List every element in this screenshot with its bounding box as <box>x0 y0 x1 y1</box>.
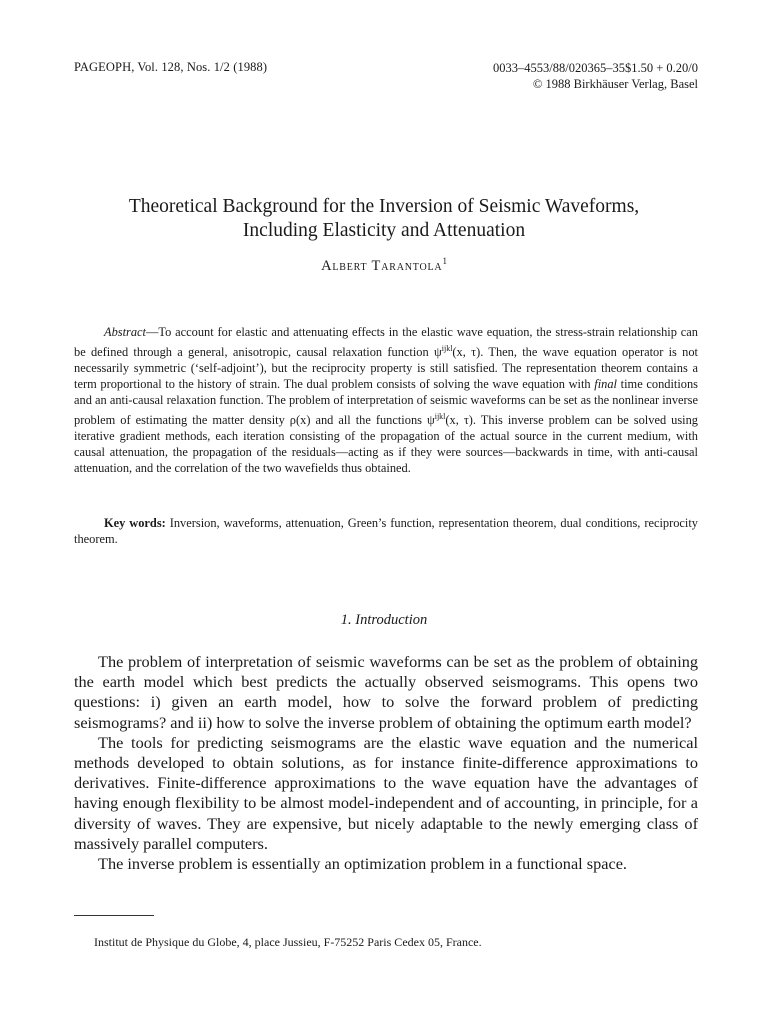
abstract-label: Abstract <box>104 325 146 339</box>
keywords-paragraph <box>74 516 698 548</box>
abstract-superscript-1: ijkl <box>441 343 453 353</box>
abstract-italic-final: final <box>594 376 617 391</box>
keywords <box>74 516 698 548</box>
author-name: Albert Tarantola <box>321 257 443 274</box>
running-header-journal: PAGEOPH, Vol. 128, Nos. 1/2 (1988) <box>74 60 268 74</box>
abstract-superscript-2: ijkl <box>434 411 446 421</box>
running-header-code <box>493 60 698 92</box>
abstract-text-2: (x, τ). Then, the wave equation operator is not necessarily symmetric (‘self-adjoint’), but the reciprocity property is still satisfied. The representation theorem contains a term proportional to the history of strain. The dual problem consists of solving the wave equation with <box>74 345 699 391</box>
author-line <box>60 256 708 275</box>
body-paragraph-2: The tools for predicting seismograms are the elastic wave equation and the numerical methods developed to obtain solutions, as for instance finite-difference approximations to derivatives. Finite-difference approximations to the wave equation have the advantages of having enough flexibility to be almost model-independent and of accounting, in principle, for a diversity of waves. They are expensive, but nicely adaptable to the newly emerging class of massively parallel computers. <box>74 732 698 853</box>
abstract-text-1: —To account for elastic and attenuating effects in the elastic wave equation, the stress-strain relationship can be defined through a general, anisotropic, causal relaxation function ψ <box>74 325 698 360</box>
paper-title <box>60 195 708 243</box>
body-paragraph-1: The problem of interpretation of seismic waveforms can be set as the problem of obtaining the earth model which best predicts the actually observed seismograms. This opens two questions: i) given an earth model, how to solve the forward problem of predicting seismograms? and ii) how to solve the inverse problem of obtaining the optimum earth model? <box>74 652 698 732</box>
section-heading: 1. Introduction <box>340 612 428 628</box>
article-code: 0033–4553/88/020365–35$1.50 + 0.20/0 <box>493 61 698 75</box>
body-paragraph-3: The inverse problem is essentially an optimization problem in a functional space. <box>98 854 627 874</box>
author-footnote-mark: 1 <box>442 256 447 266</box>
footnote-rule <box>74 915 154 916</box>
copyright-line: © 1988 Birkhäuser Verlag, Basel <box>532 77 698 91</box>
keywords-label: Key words: <box>104 516 166 530</box>
title-line-1: Theoretical Background for the Inversion of Seismic Waveforms, <box>128 196 640 217</box>
footnote-affiliation: Institut de Physique du Globe, 4, place Jussieu, F-75252 Paris Cedex 05, France. <box>94 935 482 949</box>
keywords-text: Inversion, waveforms, attenuation, Green’s function, representation theorem, dual conditions, reciprocity theorem. <box>74 516 699 546</box>
abstract <box>74 325 698 476</box>
abstract-paragraph <box>74 325 698 476</box>
title-line-2: Including Elasticity and Attenuation <box>242 220 526 241</box>
abstract-text-3: time conditions and an anti-causal relaxation function. The problem of interpretation of seismic waveforms can be set as the nonlinear inverse problem of estimating the matter density ρ(x) and all the functions ψ <box>74 376 698 427</box>
body-text <box>74 652 698 874</box>
abstract-text-4: (x, τ). This inverse problem can be solved using iterative gradient methods, each iteration consisting of the propagation of the actual source in the current medium, with causal attenuation, the propagation of the residuals—acting as if they were sources—backwards in time, with anti-causal attenuation, and the correlation of the two wavefields thus obtained. <box>74 412 698 475</box>
